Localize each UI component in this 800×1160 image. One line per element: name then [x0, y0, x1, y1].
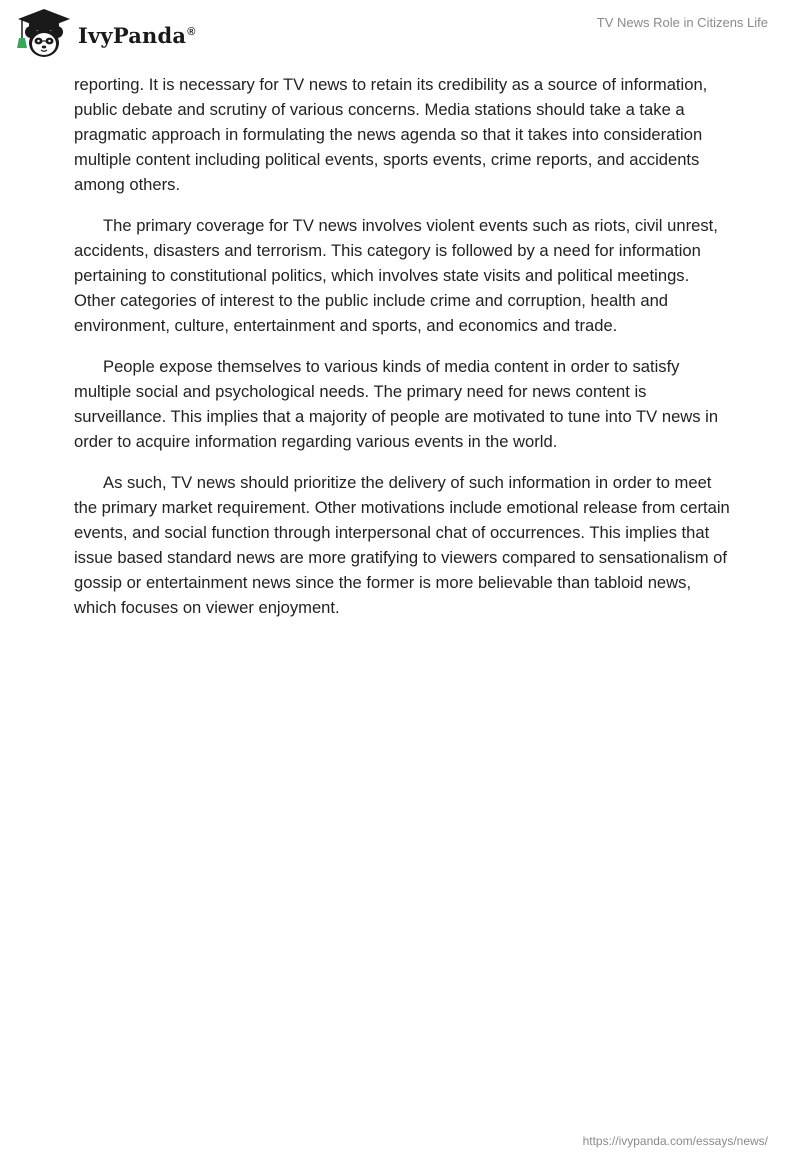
page-header — [0, 0, 800, 70]
paragraph: People expose themselves to various kinds of media content in order to satisfy multiple social and psychological needs. The primary need for news content is surveillance. This implies that a majority of people are motivated to tune into TV news in order to acquire information regarding various events in the world. — [74, 357, 719, 451]
ivypanda-logo[interactable] — [14, 8, 196, 60]
registered-mark: ® — [187, 25, 196, 38]
paragraph-continued: reporting. It is necessary for TV news to retain its credibility as a source of information, public debate and scrutiny of various concerns. Media stations should take a take a pragmatic approach in formulating the news agenda so that it takes into consideration multiple content including political events, sports events, crime reports, and accidents among others. — [74, 75, 708, 194]
panda-graduate-icon — [14, 8, 74, 60]
paragraph: The primary coverage for TV news involves violent events such as riots, civil unrest, accidents, disasters and terrorism. This category is followed by a need for information pertaining to constitutional politics, which involves state visits and political meetings. Other categories of interest to the public include crime and corruption, health and environment, culture, entertainment and sports, and economics and trade. — [74, 216, 718, 335]
essay-body — [74, 72, 734, 636]
brand-name: IvyPanda® — [78, 22, 196, 48]
document-title: TV News Role in Citizens Life — [596, 15, 768, 30]
source-url[interactable]: https://ivypanda.com/essays/news/ — [582, 1134, 768, 1148]
paragraph: As such, TV news should prioritize the delivery of such information in order to meet the primary market requirement. Other motivations include emotional release from certain events, and social function through interpersonal chat of occurrences. This implies that issue based standard news are more gratifying to viewers compared to sensationalism of gossip or entertainment news since the former is more believable than tabloid news, which focuses on viewer enjoyment. — [74, 473, 730, 617]
